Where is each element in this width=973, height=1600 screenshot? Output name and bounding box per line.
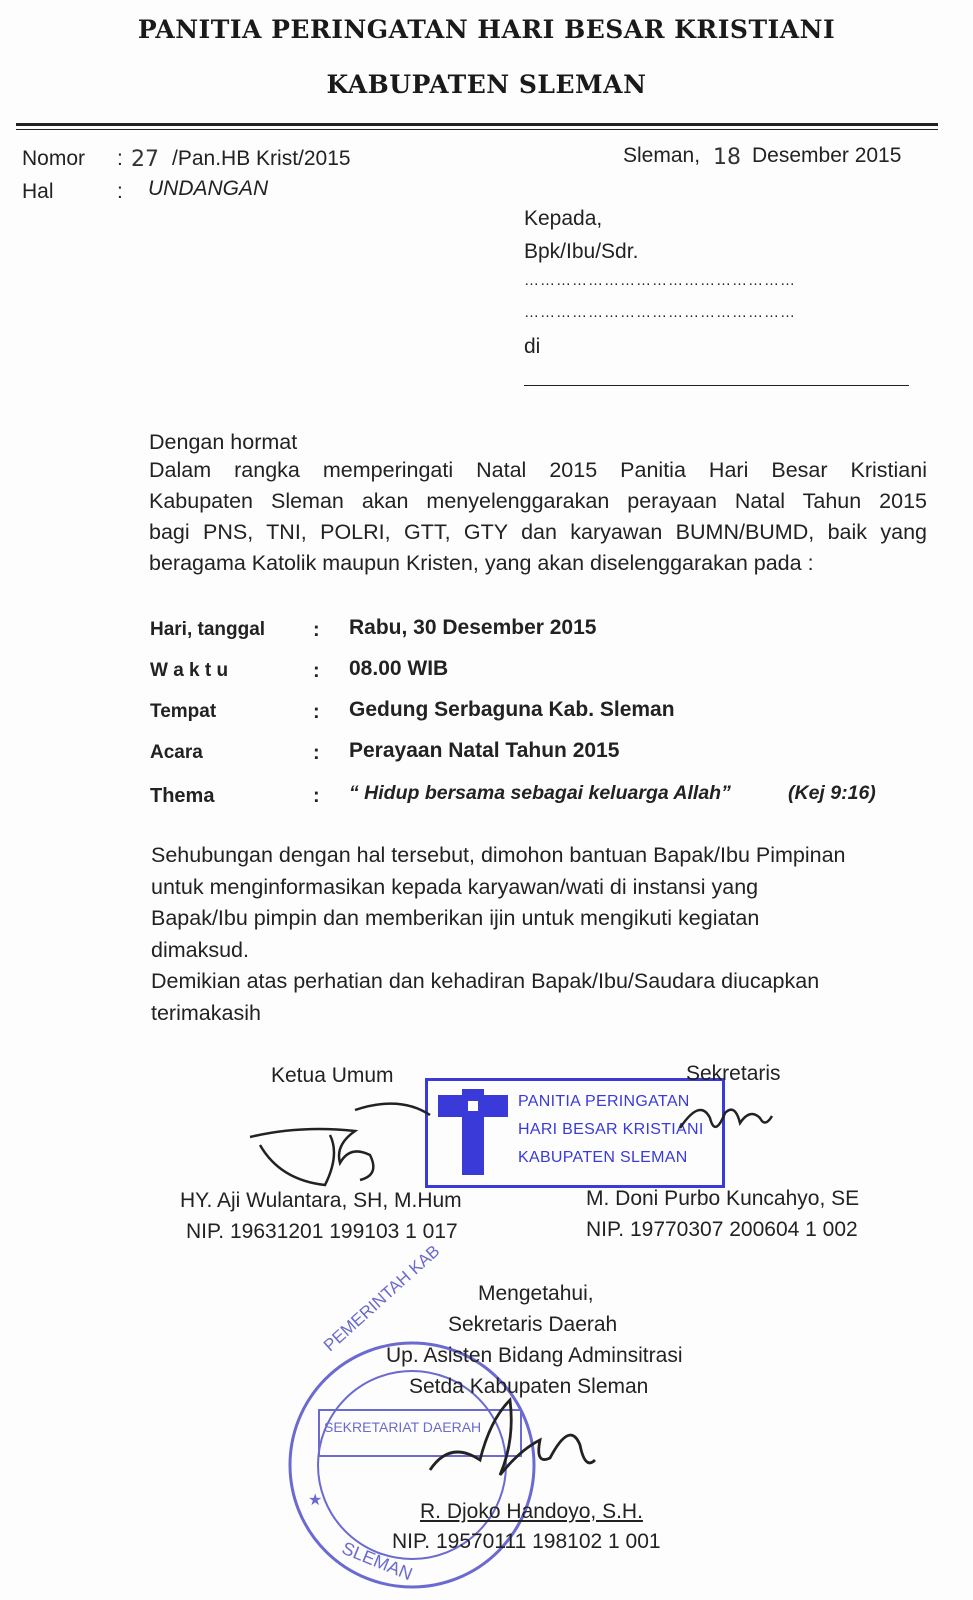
right-signatory-title: Sekretaris	[686, 1062, 781, 1085]
right-signature-icon	[660, 1088, 780, 1148]
detail-label-place: Tempat	[150, 701, 217, 722]
detail-value-event: Perayaan Natal Tahun 2015	[349, 739, 620, 762]
left-signature-icon	[240, 1085, 440, 1190]
detail-sep: :	[313, 785, 320, 807]
right-signatory-name: M. Doni Purbo Kuncahyo, SE	[586, 1187, 860, 1210]
body-line: beragama Katolik maupun Kristen, yang akan diselenggarakan pada :	[149, 551, 814, 575]
stamp-line-2: HARI BESAR KRISTIANI	[518, 1121, 704, 1138]
closing-line: Demikian atas perhatian dan kehadiran Bapak/Ibu/Saudara diucapkan	[151, 969, 820, 993]
stamp-line-1: PANITIA PERINGATAN	[518, 1093, 690, 1110]
detail-value-theme-ref: (Kej 9:16)	[788, 782, 876, 804]
approval-signature-icon	[420, 1380, 610, 1500]
detail-value-date: Rabu, 30 Desember 2015	[349, 616, 597, 639]
cross-icon	[434, 1087, 514, 1177]
stamp2-bottom-text: SLEMAN	[339, 1537, 416, 1585]
hal-sep: :	[117, 180, 123, 203]
left-signatory-title: Ketua Umum	[271, 1064, 394, 1087]
body-line: Dalam rangka memperingati Natal 2015 Panitia Hari Besar Kristiani	[149, 458, 927, 482]
detail-sep: :	[313, 660, 320, 682]
closing-line: terimakasih	[151, 1000, 261, 1025]
nomor-handwritten: 27	[131, 147, 159, 172]
stamp2-center-text: SEKRETARIAT DAERAH	[324, 1419, 482, 1435]
recipient-dots-2: ……………………………………………	[524, 304, 796, 321]
date-rest: Desember 2015	[752, 144, 902, 167]
recipient-dots-1: ……………………………………………	[524, 272, 796, 289]
approval-name: R. Djoko Handoyo, S.H.	[420, 1500, 643, 1523]
hal-value: UNDANGAN	[148, 177, 269, 200]
detail-value-theme: “ Hidup bersama sebagai keluarga Allah”	[349, 782, 731, 804]
approval-line-3: Up. Asisten Bidang Adminsitrasi	[386, 1344, 683, 1367]
detail-label-date: Hari, tanggal	[150, 619, 266, 640]
right-signatory-nip: NIP. 19770307 200604 1 002	[586, 1218, 858, 1241]
svg-text:★: ★	[308, 1490, 323, 1509]
detail-label-time: W a k t u	[150, 660, 229, 681]
greeting: Dengan hormat	[149, 430, 298, 454]
nomor-value: /Pan.HB Krist/2015	[172, 147, 351, 170]
date-day-handwritten: 18	[713, 145, 741, 170]
recipient-di: di	[524, 335, 541, 358]
body-line: Kabupaten Sleman akan menyelenggarakan perayaan Natal Tahun 2015	[149, 489, 927, 513]
detail-label-event: Acara	[150, 742, 203, 763]
letterhead-line-1: PANITIA PERINGATAN HARI BESAR KRISTIANI	[137, 15, 836, 44]
approval-nip: NIP. 19570111 198102 1 001	[392, 1530, 661, 1553]
detail-sep: :	[313, 619, 320, 641]
detail-sep: :	[313, 742, 320, 764]
detail-value-time: 08.00 WIB	[349, 657, 449, 680]
header-rule	[16, 123, 938, 126]
detail-value-place: Gedung Serbaguna Kab. Sleman	[349, 698, 675, 721]
detail-label-theme: Thema	[150, 785, 215, 807]
closing-paragraph	[151, 840, 929, 1029]
body-line: bagi PNS, TNI, POLRI, GTT, GTY dan karyawan BUMN/BUMD, baik yang	[149, 520, 927, 544]
stamp-line-3: KABUPATEN SLEMAN	[518, 1149, 688, 1166]
left-signatory-name: HY. Aji Wulantara, SH, M.Hum	[180, 1189, 462, 1212]
closing-line: Bapak/Ibu pimpin dan memberikan ijin untuk mengikuti kegiatan	[151, 906, 760, 930]
closing-line: untuk menginformasikan kepada karyawan/wati di instansi yang	[151, 874, 759, 899]
hal-label: Hal	[22, 180, 54, 203]
approval-line-4: Setda Kabupaten Sleman	[409, 1375, 649, 1398]
left-signatory-nip: NIP. 19631201 199103 1 017	[186, 1220, 458, 1243]
nomor-sep: :	[117, 147, 123, 170]
closing-line: dimaksud.	[151, 937, 249, 962]
closing-line: Sehubungan dengan hal tersebut, dimohon bantuan Bapak/Ibu Pimpinan	[151, 843, 846, 867]
recipient-underline	[524, 385, 909, 386]
approval-line-1: Mengetahui,	[478, 1282, 594, 1305]
letterhead-line-2: KABUPATEN SLEMAN	[326, 70, 647, 99]
nomor-label: Nomor	[22, 147, 86, 170]
body-paragraph	[149, 455, 927, 579]
kepada-label: Kepada,	[524, 207, 603, 230]
stamp2-ring-text: PEMERINTAH KAB	[320, 1241, 444, 1356]
detail-sep: :	[313, 701, 320, 723]
header-rule-thin	[16, 129, 938, 130]
recipient-title: Bpk/Ibu/Sdr.	[524, 240, 639, 263]
date-place: Sleman,	[623, 144, 701, 167]
approval-line-2: Sekretaris Daerah	[448, 1313, 618, 1336]
